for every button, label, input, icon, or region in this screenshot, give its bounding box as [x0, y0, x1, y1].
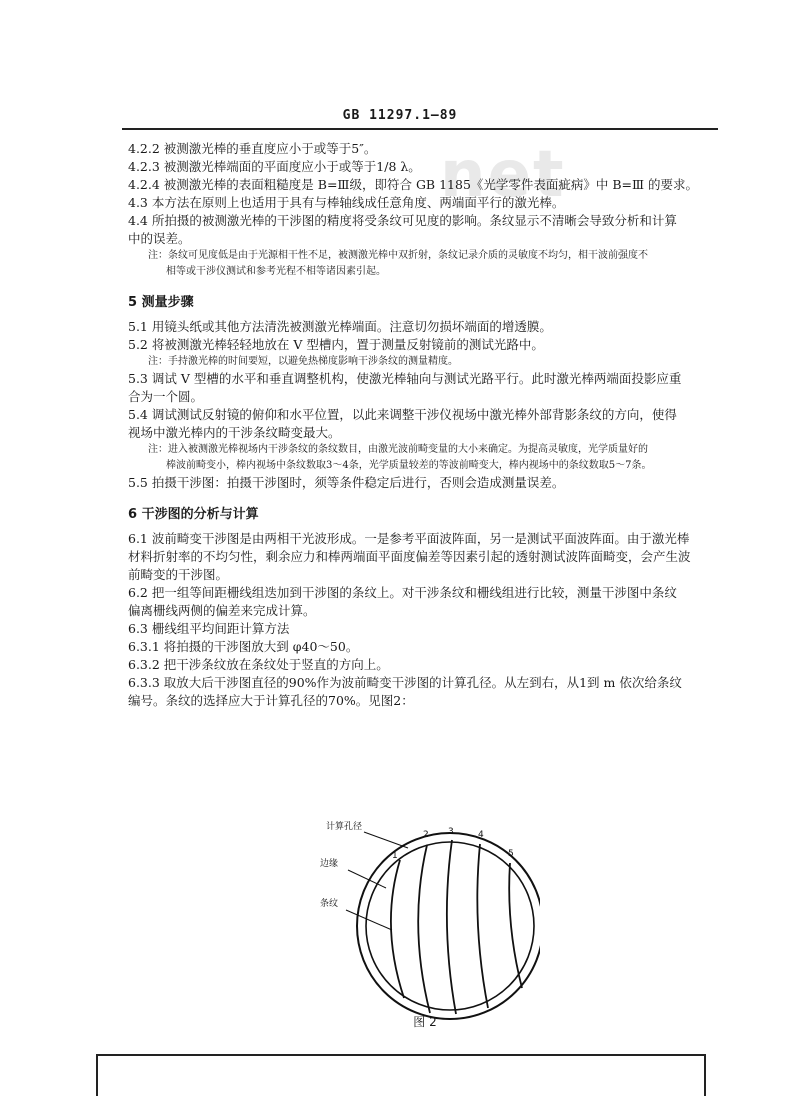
fringe-number-4: 4	[478, 830, 484, 840]
leader-aperture	[364, 832, 408, 848]
note-1-line2: 相等或干涉仪测试和参考光程不相等诸因素引起。	[166, 266, 386, 277]
fringe-3	[447, 840, 456, 1014]
label-edge: 边缘	[320, 859, 339, 869]
watermark: net	[440, 138, 566, 212]
fringe-number-3: 3	[448, 827, 454, 837]
clause-5-1: 5.1 用镜头纸或其他方法清洗被测激光棒端面。注意切勿损坏端面的增透膜。	[128, 319, 552, 334]
body-text	[128, 140, 724, 710]
clause-4-4-line1: 4.4 所拍摄的被测激光棒的干涉图的精度将受条纹可见度的影响。条纹显示不清晰会导致分析和计算	[128, 213, 677, 228]
header-rule	[122, 128, 718, 130]
clause-6-3-2: 6.3.2 把干涉条纹放在条纹处于竖直的方向上。	[128, 657, 389, 672]
figure-2-svg	[300, 818, 540, 1023]
note-1	[148, 248, 724, 280]
note-2: 注：手持激光棒的时间要短，以避免热梯度影响干涉条纹的测量精度。	[148, 356, 458, 367]
section-6-heading: 6 干涉图的分析与计算	[128, 507, 259, 522]
fringe-4	[477, 844, 488, 1008]
clause-5-3-line1: 5.3 调试 V 型槽的水平和垂直调整机构，使激光棒轴向与测试光路平行。此时激光棒两端面投影应重	[128, 371, 682, 386]
clause-6-3-3-line2: 编号。条纹的选择应大于计算孔径的70%。见图2：	[128, 693, 414, 708]
clause-6-3: 6.3 栅线组平均间距计算方法	[128, 621, 290, 636]
clause-5-2: 5.2 将被测激光棒轻轻地放在 V 型槽内，置于测量反射镜前的测试光路中。	[128, 337, 544, 352]
edge-circle	[357, 833, 540, 1019]
clause-6-1-line3: 前畸变的干涉图。	[128, 567, 229, 582]
fringe-2	[418, 845, 430, 1013]
note-1-line1: 注：条纹可见度低是由于光源相干性不足，被测激光棒中双折射，条纹记录介质的灵敏度不均匀，相干波前强度不	[148, 250, 648, 261]
note-3-line1: 注：进入被测激光棒视场内干涉条纹的条纹数目，由激光波前畸变量的大小来确定。为提高灵敏度，光学质量好的	[148, 444, 648, 455]
clause-6-1-line1: 6.1 波前畸变干涉图是由两相干光波形成。一是参考平面波阵面，另一是测试平面波阵面。由于激光棒	[128, 531, 690, 546]
clause-6-2-line1: 6.2 把一组等间距栅线组迭加到干涉图的条纹上。对干涉条纹和栅线组进行比较，测量干涉图中条纹	[128, 585, 677, 600]
label-aperture: 计算孔径	[326, 822, 363, 832]
fringe-1	[391, 860, 404, 998]
bottom-frame	[96, 1054, 706, 1096]
fringe-number-5: 5	[508, 849, 514, 859]
label-fringe: 条纹	[320, 899, 339, 909]
figure-2-interferogram	[300, 818, 540, 1023]
clause-5-5: 5.5 拍摄干涉图：拍摄干涉图时，须等条件稳定后进行，否则会造成测量误差。	[128, 475, 565, 490]
page-header: GB 11297.1—89	[342, 108, 458, 123]
clause-4-3: 4.3 本方法在原则上也适用于具有与棒轴线成任意角度、两端面平行的激光棒。	[128, 195, 565, 210]
note-3	[148, 442, 724, 474]
note-3-line2: 棒波前畸变小，棒内视场中条纹数取3～4条，光学质量较差的等波前畸变大，棒内视场中的条纹数取5～7条。	[166, 460, 652, 471]
section-5-heading: 5 测量步骤	[128, 295, 194, 310]
clause-5-4-line1: 5.4 调试测试反射镜的俯仰和水平位置，以此来调整干涉仪视场中激光棒外部背影条纹的方向，使得	[128, 407, 677, 422]
figure-caption: 图 2	[413, 1015, 437, 1029]
clause-4-2-2: 4.2.2 被测激光棒的垂直度应小于或等于5″。	[128, 141, 377, 156]
clause-5-3-line2: 合为一个圆。	[128, 389, 204, 404]
clause-6-1-line2: 材料折射率的不均匀性，剩余应力和棒两端面平面度偏差等因素引起的透射测试波阵面畸变，会产生波	[128, 549, 691, 564]
clause-6-3-3-line1: 6.3.3 取放大后干涉图直径的90%作为波前畸变干涉图的计算孔径。从左到右，从1到 m 依次给条纹	[128, 675, 682, 690]
clause-6-2-line2: 偏离栅线两侧的偏差来完成计算。	[128, 603, 316, 618]
clause-4-2-3: 4.2.3 被测激光棒端面的平面度应小于或等于1/8 λ。	[128, 159, 421, 174]
clause-5-4-line2: 视场中激光棒内的干涉条纹畸变最大。	[128, 425, 341, 440]
clause-4-2-4: 4.2.4 被测激光棒的表面粗糙度是 B=Ⅲ级，即符合 GB 1185《光学零件表面疵病》中 B=Ⅲ 的要求。	[128, 177, 699, 192]
clause-6-3-1: 6.3.1 将拍摄的干涉图放大到 φ40～50。	[128, 639, 359, 654]
leader-fringe	[346, 910, 392, 930]
fringe-number-1: 1	[392, 851, 398, 861]
fringe-number-2: 2	[423, 830, 429, 840]
clause-4-4-line2: 中的误差。	[128, 231, 191, 246]
fringe-5	[509, 863, 522, 988]
